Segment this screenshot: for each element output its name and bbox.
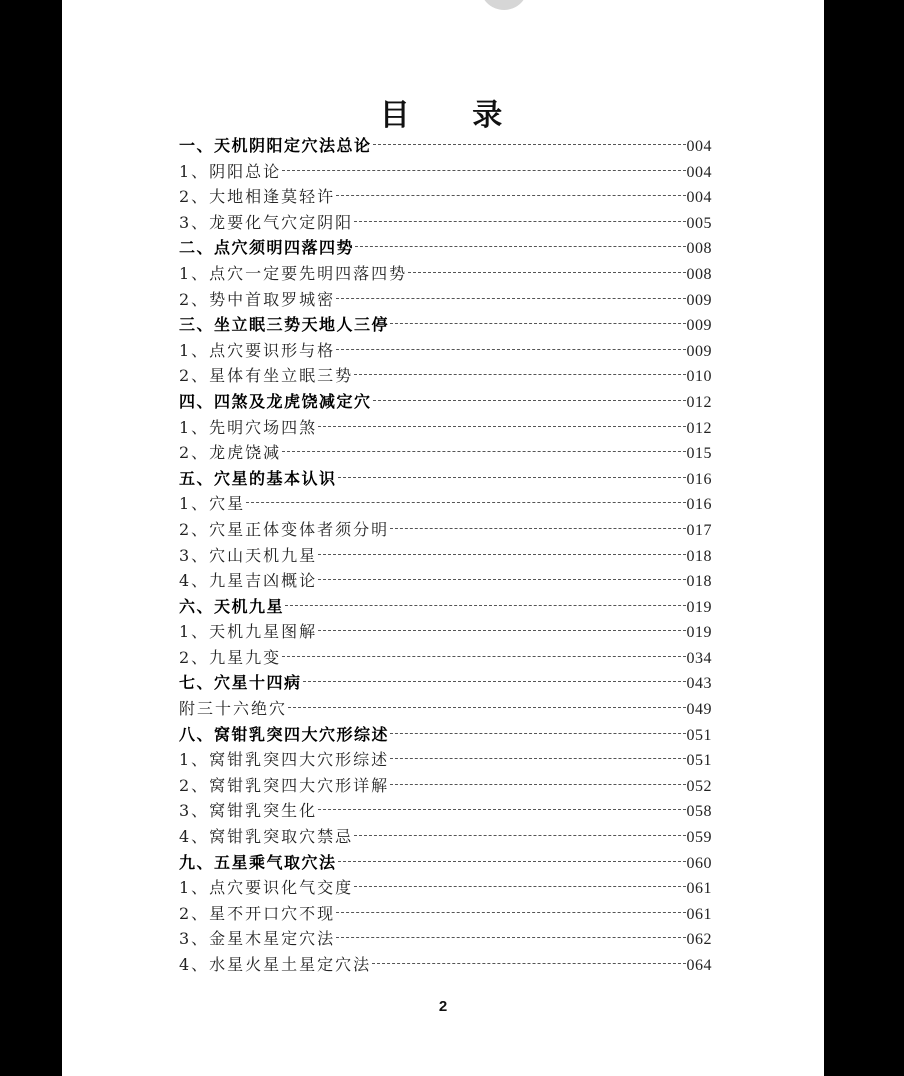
toc-section-row[interactable] — [179, 824, 712, 850]
toc-entry-label: 六、天机九星 — [179, 596, 285, 616]
dotted-leader — [390, 323, 685, 324]
toc-section-row[interactable] — [179, 926, 712, 952]
toc-chapter-row[interactable] — [179, 312, 712, 338]
dotted-leader — [282, 170, 685, 171]
toc-section-row[interactable] — [179, 619, 712, 645]
toc-entry-label: 五、穴星的基本认识 — [179, 468, 337, 488]
toc-entry-page: 009 — [686, 317, 712, 335]
dotted-leader — [285, 605, 685, 606]
toc-entry-label: 2、龙虎饶减 — [179, 443, 282, 463]
toc-entry-page: 052 — [686, 777, 712, 795]
toc-entry-page: 010 — [686, 368, 712, 386]
toc-entry-label: 1、穴星 — [179, 494, 246, 514]
toc-entry-page: 005 — [686, 214, 712, 232]
toc-entry-page: 009 — [686, 291, 712, 309]
toc-entry-label: 1、窝钳乳突四大穴形综述 — [179, 750, 390, 770]
toc-entry-label: 3、穴山天机九星 — [179, 545, 318, 565]
toc-entry-page: 016 — [686, 496, 712, 514]
toc-entry-label: 八、窝钳乳突四大穴形综述 — [179, 724, 390, 744]
toc-entry-page: 051 — [686, 752, 712, 770]
dotted-leader — [318, 426, 685, 427]
toc-entry-page: 004 — [686, 163, 712, 181]
toc-section-row[interactable] — [179, 696, 712, 722]
dotted-leader — [318, 579, 685, 580]
toc-entry-page: 016 — [686, 470, 712, 488]
dotted-leader — [336, 349, 685, 350]
toc-entry-page: 015 — [686, 445, 712, 463]
toc-chapter-row[interactable] — [179, 133, 712, 159]
toc-chapter-row[interactable] — [179, 594, 712, 620]
toc-chapter-row[interactable] — [179, 722, 712, 748]
dotted-leader — [338, 861, 686, 862]
toc-entry-page: 009 — [686, 342, 712, 360]
toc-section-row[interactable] — [179, 952, 712, 978]
toc-entry-page: 008 — [686, 265, 712, 283]
toc-entry-page: 004 — [686, 189, 712, 207]
toc-entry-label: 1、点穴要识化气交度 — [179, 878, 354, 898]
toc-section-row[interactable] — [179, 363, 712, 389]
toc-entry-label: 2、九星九变 — [179, 647, 282, 667]
dotted-leader — [318, 554, 685, 555]
dotted-leader — [354, 835, 685, 836]
table-of-contents — [179, 133, 712, 978]
dotted-leader — [318, 630, 685, 631]
toc-section-row[interactable] — [179, 261, 712, 287]
dotted-leader — [372, 963, 685, 964]
dotted-leader — [355, 246, 685, 247]
toc-chapter-row[interactable] — [179, 670, 712, 696]
toc-entry-label: 4、窝钳乳突取穴禁忌 — [179, 827, 354, 847]
toc-entry-page: 049 — [686, 701, 712, 719]
dotted-leader — [282, 656, 685, 657]
toc-entry-label: 二、点穴须明四落四势 — [179, 238, 355, 258]
toc-entry-label: 2、势中首取罗城密 — [179, 289, 336, 309]
page-title: 目 录 — [379, 98, 529, 133]
toc-entry-label: 一、天机阴阳定穴法总论 — [179, 136, 372, 155]
toc-section-row[interactable] — [179, 747, 712, 773]
dotted-leader — [246, 502, 685, 503]
toc-section-row[interactable] — [179, 440, 712, 466]
toc-entry-label: 1、先明穴场四煞 — [179, 417, 318, 437]
toc-entry-label: 3、金星木星定穴法 — [179, 929, 336, 949]
toc-entry-page: 061 — [686, 880, 712, 898]
toc-entry-page: 060 — [686, 854, 712, 872]
toc-entry-label: 1、阴阳总论 — [179, 161, 282, 181]
toc-entry-page: 019 — [686, 624, 712, 642]
dotted-leader — [336, 912, 685, 913]
scroll-handle[interactable] — [480, 0, 528, 10]
toc-chapter-row[interactable] — [179, 850, 712, 876]
toc-entry-page: 019 — [686, 598, 712, 616]
toc-entry-label: 1、点穴要识形与格 — [179, 340, 336, 360]
toc-entry-label: 附三十六绝穴 — [179, 699, 288, 719]
toc-chapter-row[interactable] — [179, 466, 712, 492]
toc-entry-label: 四、四煞及龙虎饶减定穴 — [179, 391, 372, 411]
toc-entry-page: 059 — [686, 829, 712, 847]
toc-chapter-row[interactable] — [179, 389, 712, 415]
toc-section-row[interactable] — [179, 773, 712, 799]
toc-entry-label: 2、星不开口穴不现 — [179, 903, 336, 923]
toc-entry-page: 008 — [686, 240, 712, 258]
dotted-leader — [336, 298, 685, 299]
toc-section-row[interactable] — [179, 543, 712, 569]
toc-entry-page: 034 — [686, 649, 712, 667]
dotted-leader — [390, 784, 685, 785]
toc-entry-label: 4、九星吉凶概论 — [179, 571, 318, 591]
toc-entry-label: 3、龙要化气穴定阴阳 — [179, 212, 354, 232]
dotted-leader — [390, 733, 685, 734]
dotted-leader — [288, 707, 685, 708]
dotted-leader — [336, 937, 685, 938]
toc-section-row[interactable] — [179, 517, 712, 543]
toc-entry-label: 2、穴星正体变体者须分明 — [179, 519, 390, 539]
toc-entry-label: 三、坐立眠三势天地人三停 — [179, 315, 390, 335]
toc-entry-page: 004 — [686, 138, 712, 155]
toc-entry-page: 012 — [686, 419, 712, 437]
toc-section-row[interactable] — [179, 645, 712, 671]
dotted-leader — [338, 477, 686, 478]
toc-entry-label: 九、五星乘气取穴法 — [179, 852, 337, 872]
dotted-leader — [318, 809, 685, 810]
toc-section-row[interactable] — [179, 491, 712, 517]
toc-entry-page: 018 — [686, 547, 712, 565]
toc-entry-label: 2、大地相逢莫轻许 — [179, 187, 336, 207]
toc-section-row[interactable] — [179, 875, 712, 901]
toc-entry-label: 3、窝钳乳突生化 — [179, 801, 318, 821]
toc-section-row[interactable] — [179, 568, 712, 594]
toc-entry-page: 064 — [686, 957, 712, 974]
dotted-leader — [354, 374, 685, 375]
page-number: 2 — [438, 998, 448, 1015]
toc-section-row[interactable] — [179, 184, 712, 210]
toc-chapter-row[interactable] — [179, 235, 712, 261]
toc-entry-label: 2、窝钳乳突四大穴形详解 — [179, 775, 390, 795]
toc-section-row[interactable] — [179, 338, 712, 364]
dotted-leader — [373, 144, 686, 145]
dotted-leader — [373, 400, 686, 401]
toc-entry-label: 1、天机九星图解 — [179, 622, 318, 642]
toc-entry-label: 2、星体有坐立眠三势 — [179, 366, 354, 386]
toc-section-row[interactable] — [179, 159, 712, 185]
dotted-leader — [354, 886, 685, 887]
toc-entry-page: 012 — [686, 393, 712, 411]
toc-section-row[interactable] — [179, 210, 712, 236]
toc-entry-page: 058 — [686, 803, 712, 821]
dotted-leader — [354, 221, 685, 222]
toc-entry-label: 1、点穴一定要先明四落四势 — [179, 263, 408, 283]
toc-entry-page: 017 — [686, 521, 712, 539]
dotted-leader — [390, 528, 685, 529]
toc-entry-label: 4、水星火星土星定穴法 — [179, 955, 372, 974]
toc-section-row[interactable] — [179, 287, 712, 313]
toc-entry-page: 062 — [686, 931, 712, 949]
dotted-leader — [408, 272, 685, 273]
document-page — [62, 0, 824, 1076]
toc-section-row[interactable] — [179, 798, 712, 824]
toc-entry-label: 七、穴星十四病 — [179, 673, 302, 693]
toc-entry-page: 051 — [686, 726, 712, 744]
dotted-leader — [336, 195, 685, 196]
toc-entry-page: 061 — [686, 905, 712, 923]
toc-section-row[interactable] — [179, 901, 712, 927]
toc-entry-page: 018 — [686, 573, 712, 591]
dotted-leader — [390, 758, 685, 759]
dotted-leader — [303, 681, 686, 682]
dotted-leader — [282, 451, 685, 452]
toc-entry-page: 043 — [686, 675, 712, 693]
toc-section-row[interactable] — [179, 415, 712, 441]
